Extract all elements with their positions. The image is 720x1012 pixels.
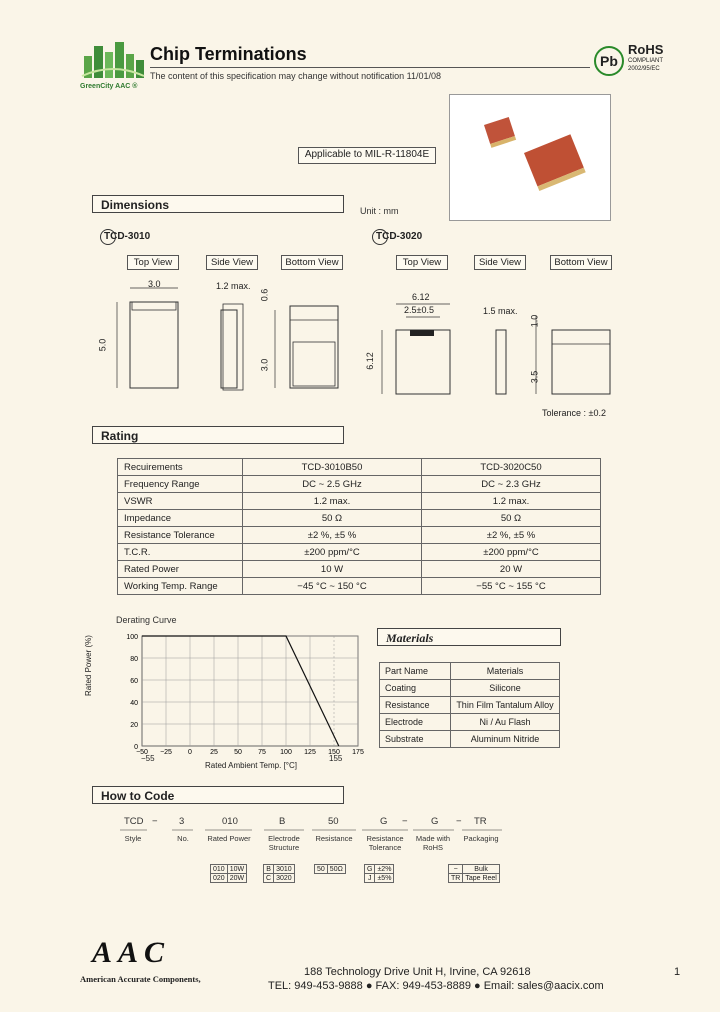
rating-cell: DC ~ 2.5 GHz: [243, 476, 422, 493]
rating-cell: 1.2 max.: [422, 493, 601, 510]
company-logo: [80, 38, 146, 90]
table-row: [264, 874, 295, 883]
table-row: [365, 874, 394, 883]
rating-cell: VSWR: [118, 493, 243, 510]
derating-ylabel: Rated Power (%): [84, 635, 93, 696]
table-row: [264, 865, 295, 874]
rating-cell: Resistance Tolerance: [118, 527, 243, 544]
code-cell: G: [365, 865, 375, 874]
code-cell: TR: [449, 874, 463, 883]
rating-cell: 20 W: [422, 561, 601, 578]
rating-cell: 10 W: [243, 561, 422, 578]
materials-header-cell: Part Name: [380, 663, 451, 680]
code-cell: ±2%: [375, 865, 394, 874]
m1-bottom-bot-dim: 3.0: [259, 358, 270, 372]
x-tick-label: 100: [280, 749, 292, 756]
y-tick-label: 100: [126, 634, 138, 641]
table-row: [118, 476, 601, 493]
table-row: [118, 493, 601, 510]
m2-bottom-view-label: Bottom View: [550, 255, 612, 270]
materials-cell: Substrate: [380, 731, 451, 748]
rating-cell: Working Temp. Range: [118, 578, 243, 595]
code-packaging: TR: [474, 816, 487, 827]
table-row: [315, 865, 346, 874]
code-label-tolerance: Resistance Tolerance: [366, 834, 404, 852]
code-cell: 010: [211, 865, 228, 874]
y-tick-label: 60: [130, 678, 138, 685]
table-row: [211, 865, 247, 874]
m2-side-dim: 1.5 max.: [483, 306, 518, 316]
rating-cell: ±200 ppm/°C: [422, 544, 601, 561]
m1-bottom-top-dim: 0.6: [259, 288, 270, 302]
product-photo: [449, 94, 611, 221]
plot-area: [142, 636, 358, 746]
pb-icon: Pb: [594, 46, 624, 76]
company-contact: TEL: 949-453-9888 ● FAX: 949-453-8889 ● Email: sales@aacix.com: [268, 980, 604, 992]
rohs-label: RoHS: [628, 42, 664, 57]
materials-heading: [377, 628, 561, 646]
m2-bottom-bot-dim: 3.5: [529, 370, 540, 384]
x-tick-label: 175: [352, 749, 364, 756]
x-tick-label: 0: [188, 749, 192, 756]
code-cell: Bulk: [463, 865, 500, 874]
code-cell: 3020: [274, 874, 295, 883]
x-tick-label: 25: [210, 749, 218, 756]
materials-cell: Aluminum Nitride: [451, 731, 560, 748]
x-tick-label: 125: [304, 749, 316, 756]
rating-cell: DC ~ 2.3 GHz: [422, 476, 601, 493]
aac-logo: AAC: [92, 936, 171, 969]
title-rule: [150, 67, 590, 68]
code-power: 010: [222, 816, 238, 827]
how-to-code-heading: How to Code: [92, 786, 344, 804]
rating-cell: T.C.R.: [118, 544, 243, 561]
rating-cell: 50 Ω: [422, 510, 601, 527]
rating-cell: Rated Power: [118, 561, 243, 578]
model-3020-label: TCD-3020: [376, 231, 422, 242]
code-label-electrode: Electrode Structure: [268, 834, 300, 852]
resistance-code-table: [314, 864, 346, 874]
materials-cell: Coating: [380, 680, 451, 697]
code-number: 3: [179, 816, 185, 827]
materials-cell: Silicone: [451, 680, 560, 697]
m2-inner-dim: 2.5±0.5: [404, 305, 434, 315]
rating-heading: Rating: [92, 426, 344, 444]
logo-text: GreenCity AAC ®: [80, 83, 138, 90]
m1-side-dim: 1.2 max.: [216, 281, 251, 291]
rating-cell: −45 °C ~ 150 °C: [243, 578, 422, 595]
derating-title: Derating Curve: [116, 615, 177, 625]
code-dash3: −: [456, 816, 462, 827]
rating-cell: ±2 %, ±5 %: [422, 527, 601, 544]
power-code-table: [210, 864, 247, 883]
code-cell: J: [365, 874, 375, 883]
code-cell: 10W: [227, 865, 246, 874]
rating-table: [117, 458, 601, 595]
page-title: Chip Terminations: [150, 44, 307, 64]
rating-cell: ±2 %, ±5 %: [243, 527, 422, 544]
rating-header-row: [118, 459, 601, 476]
company-address: 188 Technology Drive Unit H, Irvine, CA 92618: [304, 966, 531, 978]
m1-height-dim: 5.0: [97, 338, 108, 352]
rating-cell: 50 Ω: [243, 510, 422, 527]
table-row: [118, 578, 601, 595]
materials-cell: Ni / Au Flash: [451, 714, 560, 731]
x-tick-label: −50: [136, 749, 148, 756]
table-row: [365, 865, 394, 874]
table-row: [118, 510, 601, 527]
m2-top-view-label: Top View: [396, 255, 448, 270]
m2-height-dim: 6.12: [364, 352, 375, 370]
rating-cell: Impedance: [118, 510, 243, 527]
code-label-packaging: Packaging: [463, 834, 499, 843]
derating-below-left: −55: [141, 754, 155, 763]
y-tick-label: 0: [134, 744, 138, 751]
x-tick-label: 75: [258, 749, 266, 756]
rating-cell: Frequency Range: [118, 476, 243, 493]
unit-label: Unit : mm: [360, 206, 399, 216]
y-tick-label: 20: [130, 722, 138, 729]
materials-cell: Electrode: [380, 714, 451, 731]
rating-header-cell: TCD-3020C50: [422, 459, 601, 476]
m1-side-view-label: Side View: [206, 255, 258, 270]
code-resistance: 50: [328, 816, 339, 827]
m2-bottom-top-dim: 1.0: [529, 314, 540, 328]
materials-header-cell: Materials: [451, 663, 560, 680]
materials-cell: Resistance: [380, 697, 451, 714]
code-label-style: Style: [124, 834, 142, 843]
table-row: [380, 714, 560, 731]
tolerance-code-table: [364, 864, 394, 883]
spec-notice: The content of this specification may change without notification 11/01/08: [150, 71, 442, 81]
model-3010-drawing: [95, 276, 355, 396]
rohs-compliant: COMPLIANT: [628, 58, 664, 64]
rating-cell: 1.2 max.: [243, 493, 422, 510]
packaging-code-table: [448, 864, 500, 883]
table-row: [380, 680, 560, 697]
table-row: [449, 865, 500, 874]
table-row: [380, 697, 560, 714]
table-row: [211, 874, 247, 883]
code-rohs: G: [431, 816, 439, 827]
code-cell: 020: [211, 874, 228, 883]
m1-top-view-label: Top View: [127, 255, 179, 270]
code-cell: B: [264, 865, 274, 874]
page-number: 1: [674, 966, 681, 978]
m2-side-view-label: Side View: [474, 255, 526, 270]
materials-heading-text: Materials: [386, 631, 434, 645]
materials-table: [379, 662, 560, 748]
code-cell: 20W: [227, 874, 246, 883]
code-cell: 3010: [274, 865, 295, 874]
code-cell: C: [264, 874, 274, 883]
code-label-power: Rated Power: [207, 834, 251, 843]
code-electrode: B: [279, 816, 286, 827]
table-row: [118, 527, 601, 544]
code-cell: Tape Reel: [463, 874, 500, 883]
code-label-resistance: Resistance: [315, 834, 353, 843]
rating-header-cell: TCD-3010B50: [243, 459, 422, 476]
model-3010-label: TCD-3010: [104, 231, 150, 242]
derating-line: [142, 636, 339, 746]
table-row: [118, 561, 601, 578]
rating-cell: ±200 ppm/°C: [243, 544, 422, 561]
company-name: American Accurate Components,: [80, 974, 201, 984]
table-row: [380, 731, 560, 748]
table-row: [118, 544, 601, 561]
derating-below-right: 155: [329, 754, 343, 763]
code-cell: 50Ω: [327, 865, 345, 874]
rohs-directive: 2002/95/EC: [628, 66, 660, 72]
x-tick-label: 50: [234, 749, 242, 756]
m1-width-dim: 3.0: [148, 279, 161, 289]
code-label-no: No.: [177, 834, 189, 843]
m2-width-dim: 6.12: [412, 292, 430, 302]
materials-cell: Thin Film Tantalum Alloy: [451, 697, 560, 714]
x-tick-label: 150: [328, 749, 340, 756]
materials-header-row: [380, 663, 560, 680]
code-dash2: −: [402, 816, 408, 827]
code-label-rohs: Made with RoHS: [415, 834, 451, 852]
code-tolerance: G: [380, 816, 388, 827]
derating-xlabel: Rated Ambient Temp. [°C]: [205, 761, 297, 770]
tolerance-note: Tolerance : ±0.2: [542, 408, 606, 418]
code-style: TCD: [124, 816, 144, 827]
y-tick-label: 80: [130, 656, 138, 663]
code-cell: 50: [315, 865, 328, 874]
rohs-badge: [594, 42, 670, 82]
code-dash: −: [152, 816, 158, 827]
rating-header-cell: Recuirements: [118, 459, 243, 476]
x-tick-label: −25: [160, 749, 172, 756]
dimensions-heading: Dimensions: [92, 195, 344, 213]
m1-bottom-view-label: Bottom View: [281, 255, 343, 270]
y-tick-label: 40: [130, 700, 138, 707]
code-cell: −: [449, 865, 463, 874]
applicable-standard: Applicable to MIL-R-11804E: [298, 147, 436, 164]
rating-cell: −55 °C ~ 155 °C: [422, 578, 601, 595]
electrode-code-table: [263, 864, 295, 883]
table-row: [449, 874, 500, 883]
code-cell: ±5%: [375, 874, 394, 883]
